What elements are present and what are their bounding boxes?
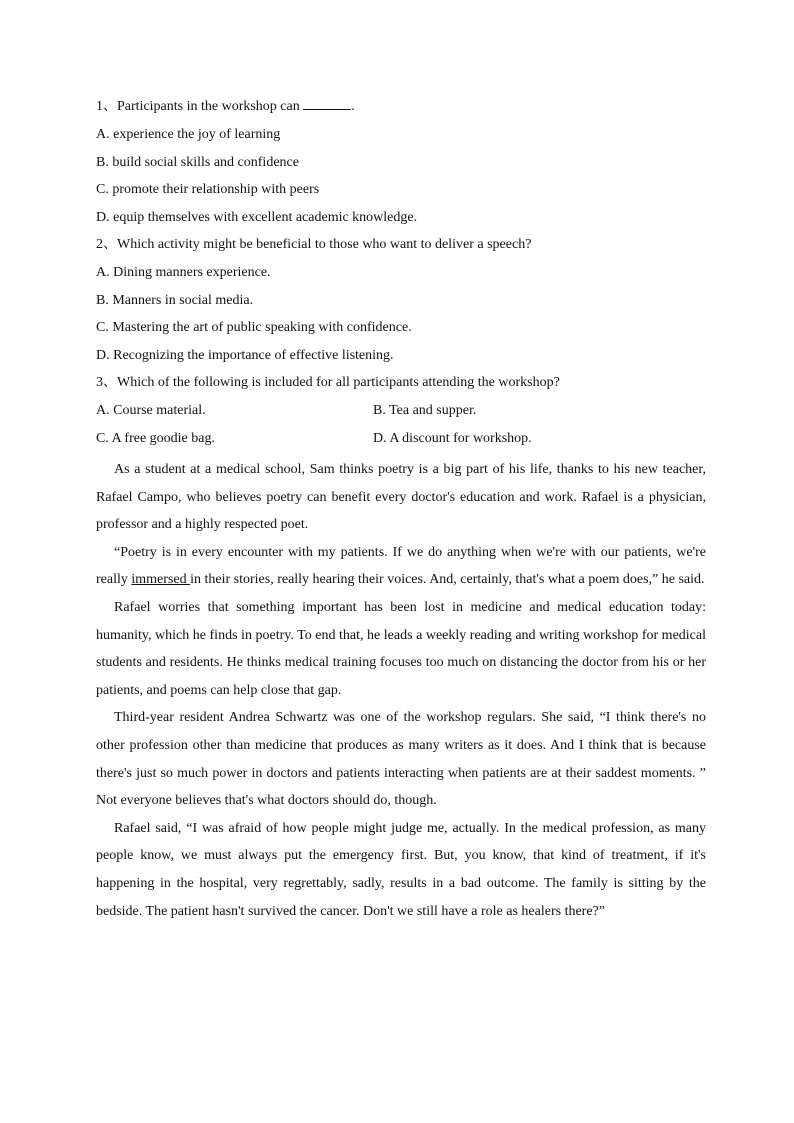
question-2-option-d: D. Recognizing the importance of effective listening. <box>96 347 394 363</box>
question-1-option-b: B. build social skills and confidence <box>96 154 299 170</box>
question-3-stem: 3、Which of the following is included for all participants attending the workshop? <box>96 375 560 390</box>
answer-blank <box>303 97 351 110</box>
question-3-options-row-1 <box>96 400 706 428</box>
paragraph-2-text-end: in their stories, really hearing their voices. And, certainly, that's what a poem does,” he said. <box>190 572 705 588</box>
passage-paragraph-4 <box>96 704 706 814</box>
paragraph-2-text-start: “Poetry is in every encounter with my patients. If we do anything when we're with our patients, we're really <box>96 544 706 588</box>
document-content <box>96 96 706 925</box>
question-2-option-a: A. Dining manners experience. <box>96 265 271 280</box>
question-2-option-c: C. Mastering the art of public speaking with confidence. <box>96 320 412 335</box>
question-3-option-d: D. A discount for workshop. <box>373 431 532 446</box>
question-1-option-c: C. promote their relationship with peers <box>96 182 320 197</box>
underlined-word: immersed <box>131 572 191 588</box>
passage-paragraph-2 <box>96 539 706 594</box>
question-1-end: . <box>351 99 355 114</box>
passage-paragraph-3 <box>96 594 706 704</box>
question-3-option-b: B. Tea and supper. <box>373 403 477 418</box>
question-3-options-row-2 <box>96 428 706 456</box>
passage-paragraph-1 <box>96 456 706 539</box>
passage-paragraph-5 <box>96 815 706 925</box>
paragraph-5-text: Rafael said, “I was afraid of how people might judge me, actually. In the medical profession, as many people know, we must always put the emergency first. But, you know, that kind of treatment, if it's happening in the hospital, very regrettably, sadly, results in a bad outcome. The family is sitting by the bedside. The patient hasn't survived the cancer. Don't we still have a role as healers there?” <box>96 820 706 919</box>
paragraph-1-text: As a student at a medical school, Sam thinks poetry is a big part of his life, thanks to his new teacher, Rafael Campo, who believes poetry can benefit every doctor's education and work. Rafael is a physician, professor and a highly respected poet. <box>96 462 706 533</box>
paragraph-4-text: Third-year resident Andrea Schwartz was one of the workshop regulars. She said, “I think there's no other profession other than medicine that produces as many writers as it does. And I think that is because there's just so much power in doctors and patients interacting when patients are at their saddest moments. ” Not everyone believes that's what doctors should do, though. <box>96 710 706 809</box>
question-3-option-c: C. A free goodie bag. <box>96 431 215 446</box>
question-2-option-b: B. Manners in social media. <box>96 292 254 308</box>
paragraph-3-text: Rafael worries that something important has been lost in medicine and medical education today: humanity, which he finds in poetry. To end that, he leads a weekly reading and writing workshop for medical students and residents. He thinks medical training focuses too much on distancing the doctor from his or her patients, and poems can help close that gap. <box>96 599 706 698</box>
question-2-stem: 2、Which activity might be beneficial to those who want to deliver a speech? <box>96 237 532 252</box>
question-3-option-a: A. Course material. <box>96 403 206 418</box>
question-1-text: 1、Participants in the workshop can <box>96 99 304 114</box>
question-1-option-d: D. equip themselves with excellent academic knowledge. <box>96 209 418 225</box>
question-1-option-a: A. experience the joy of learning <box>96 127 281 142</box>
question-1-stem <box>96 96 706 124</box>
